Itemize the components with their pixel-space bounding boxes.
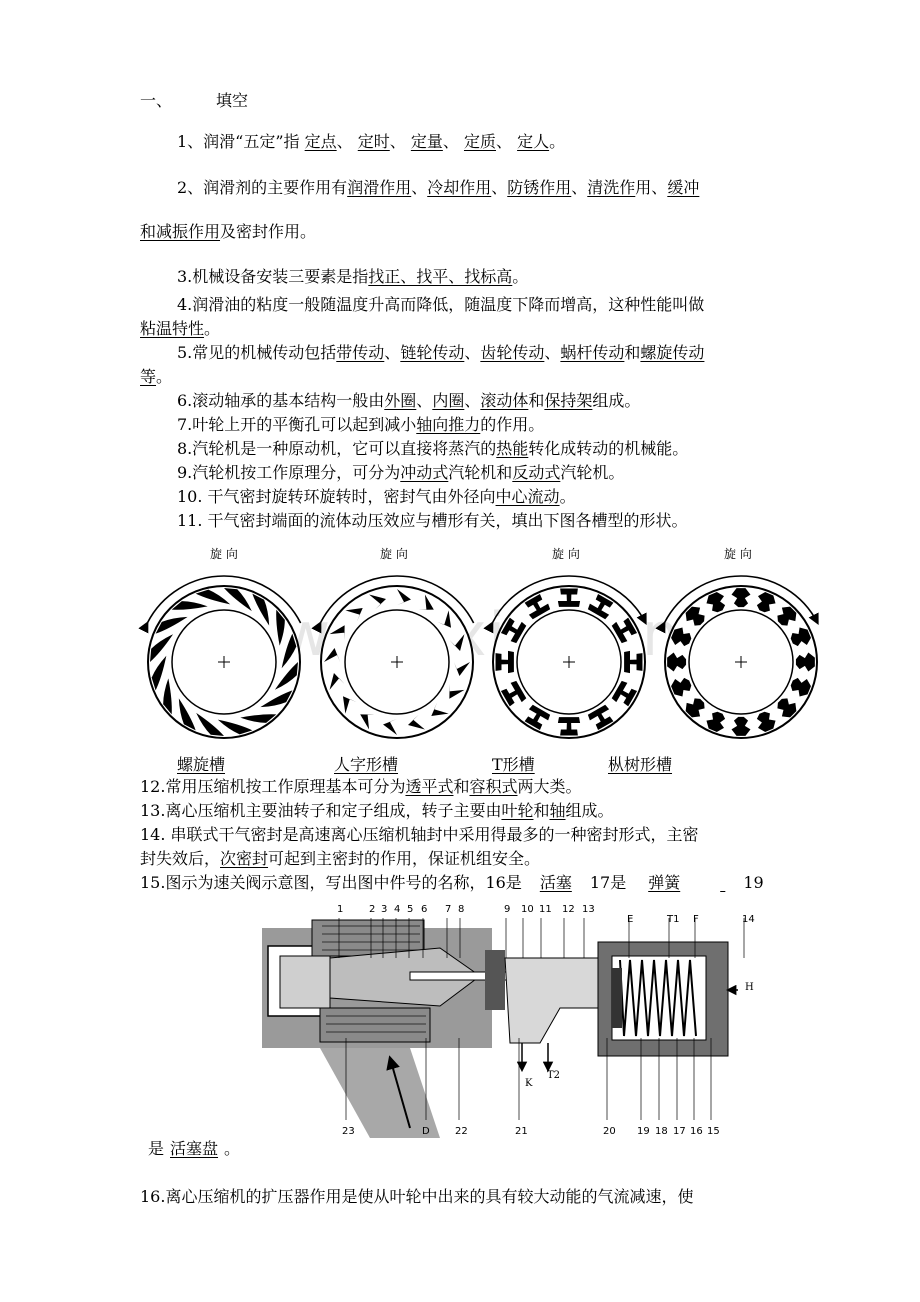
groove-name-fir-tree: 枞树形槽 [608, 755, 673, 774]
t-groove-head [508, 651, 514, 673]
valve-label-top: E [627, 914, 634, 925]
valve-label-bottom: D [422, 1126, 430, 1137]
question-12: 12.常用压缩机按工作原理基本可分为透平式和容积式两大类。 [140, 777, 582, 796]
valve-label-top: 10 [521, 904, 534, 915]
valve-label-top: 6 [421, 904, 428, 915]
valve-label-top: 13 [582, 904, 595, 915]
valve-label-top: 11 [539, 904, 552, 915]
valve-label-bottom: 21 [515, 1126, 528, 1137]
t-groove-head [558, 601, 580, 607]
direction-label-3: 旋 向 [552, 547, 580, 561]
valve-label-bottom: 18 [655, 1126, 668, 1137]
question-9: 9.汽轮机按工作原理分，可分为冲动式汽轮机和反动式汽轮机。 [177, 463, 625, 482]
t-groove-stem [496, 653, 502, 671]
valve-label-bottom: 15 [707, 1126, 720, 1137]
valve-label-bottom: 16 [690, 1126, 703, 1137]
t-groove-head [624, 651, 630, 673]
valve-label-top: 7 [445, 904, 452, 915]
question-14-line-2: 封失效后，次密封可起到主密封的作用，保证机组安全。 [140, 849, 541, 868]
valve-label-top: 5 [407, 904, 414, 915]
valve-label-top: 9 [504, 904, 511, 915]
valve-label-t2: T2 [547, 1070, 561, 1081]
question-7: 7.叶轮上开的平衡孔可以起到减小轴向推力的作用。 [177, 415, 545, 434]
question-10: 10. 干气密封旋转环旋转时，密封气由外径向中心流动。 [177, 487, 576, 506]
question-2-line-2: 和减振作用及密封作用。 [140, 222, 317, 241]
question-5-line-2: 等。 [140, 367, 173, 386]
valve-label-bottom: 20 [603, 1126, 616, 1137]
quick-close-valve-drawing [260, 898, 760, 1138]
valve-label-top: 8 [458, 904, 465, 915]
valve-label-bottom: 17 [673, 1126, 686, 1137]
question-8: 8.汽轮机是一种原动机，它可以直接将蒸汽的热能转化成转动的机械能。 [177, 439, 689, 458]
question-6: 6.滚动轴承的基本结构一般由外圈、内圈、滚动体和保持架组成。 [177, 391, 641, 410]
t-groove-stem [560, 589, 578, 595]
question-1: 1、润滑“五定”指 定点、 定时、 定量、 定质、 定人。 [177, 132, 566, 151]
valve-label-top: T1 [667, 914, 680, 925]
valve-label-bottom: 19 [637, 1126, 650, 1137]
valve-label-top: 1 [337, 904, 344, 915]
valve-label-top: F [693, 914, 699, 925]
t-groove-head [558, 717, 580, 723]
section-heading: 一、 填空 [140, 91, 249, 110]
question-14-line-1: 14. 串联式干气密封是高速离心压缩机轴封中采用得最多的一种密封形式，主密 [140, 825, 699, 844]
question-2-line-1: 2、润滑剂的主要作用有润滑作用、冷却作用、防锈作用、清洗作用、缓冲 [177, 178, 700, 197]
question-13: 13.离心压缩机主要油转子和定子组成，转子主要由叶轮和轴组成。 [140, 801, 614, 820]
question-5-line-1: 5.常见的机械传动包括带传动、链轮传动、齿轮传动、蜗杆传动和螺旋传动 [177, 343, 705, 362]
question-11: 11. 干气密封端面的流体动压效应与槽形有关，填出下图各槽型的形状。 [177, 511, 688, 530]
direction-label-2: 旋 向 [380, 547, 408, 561]
valve-label-top: 2 [369, 904, 376, 915]
direction-label-1: 旋 向 [210, 547, 238, 561]
question-15-line-1: 15.图示为速关阀示意图，写出图中件号的名称，16是 活塞 17是 弹簧 19 [140, 873, 764, 892]
valve-label-k: K [525, 1078, 533, 1089]
t-groove-stem [560, 730, 578, 736]
question-4-line-2: 粘温特性。 [140, 319, 221, 338]
groove-name-herringbone: 人字形槽 [334, 755, 399, 774]
groove-name-t-shape: T形槽 [492, 755, 535, 774]
valve-label-h: H [745, 982, 754, 993]
t-groove-stem [637, 653, 643, 671]
valve-label-top: 14 [742, 914, 755, 925]
valve-label-bottom: 23 [342, 1126, 355, 1137]
valve-label-bottom: 22 [455, 1126, 468, 1137]
direction-label-4: 旋 向 [724, 547, 752, 561]
valve-label-top: 4 [394, 904, 401, 915]
valve-label-top: 12 [562, 904, 575, 915]
question-4-line-1: 4.润滑油的粘度一般随温度升高而降低，随温度下降而增高，这种性能叫做 [177, 295, 705, 314]
valve-label-top: 3 [381, 904, 388, 915]
question-3: 3.机械设备安装三要素是指找正、找平、找标高。 [177, 267, 529, 286]
question-15-line-2: 是 活塞盘 。 [148, 1139, 241, 1158]
groove-name-spiral: 螺旋槽 [177, 755, 226, 774]
groove-diagrams [0, 540, 920, 780]
question-16: 16.离心压缩机的扩压器作用是使从叶轮中出来的具有较大动能的气流减速，使 [140, 1187, 694, 1206]
